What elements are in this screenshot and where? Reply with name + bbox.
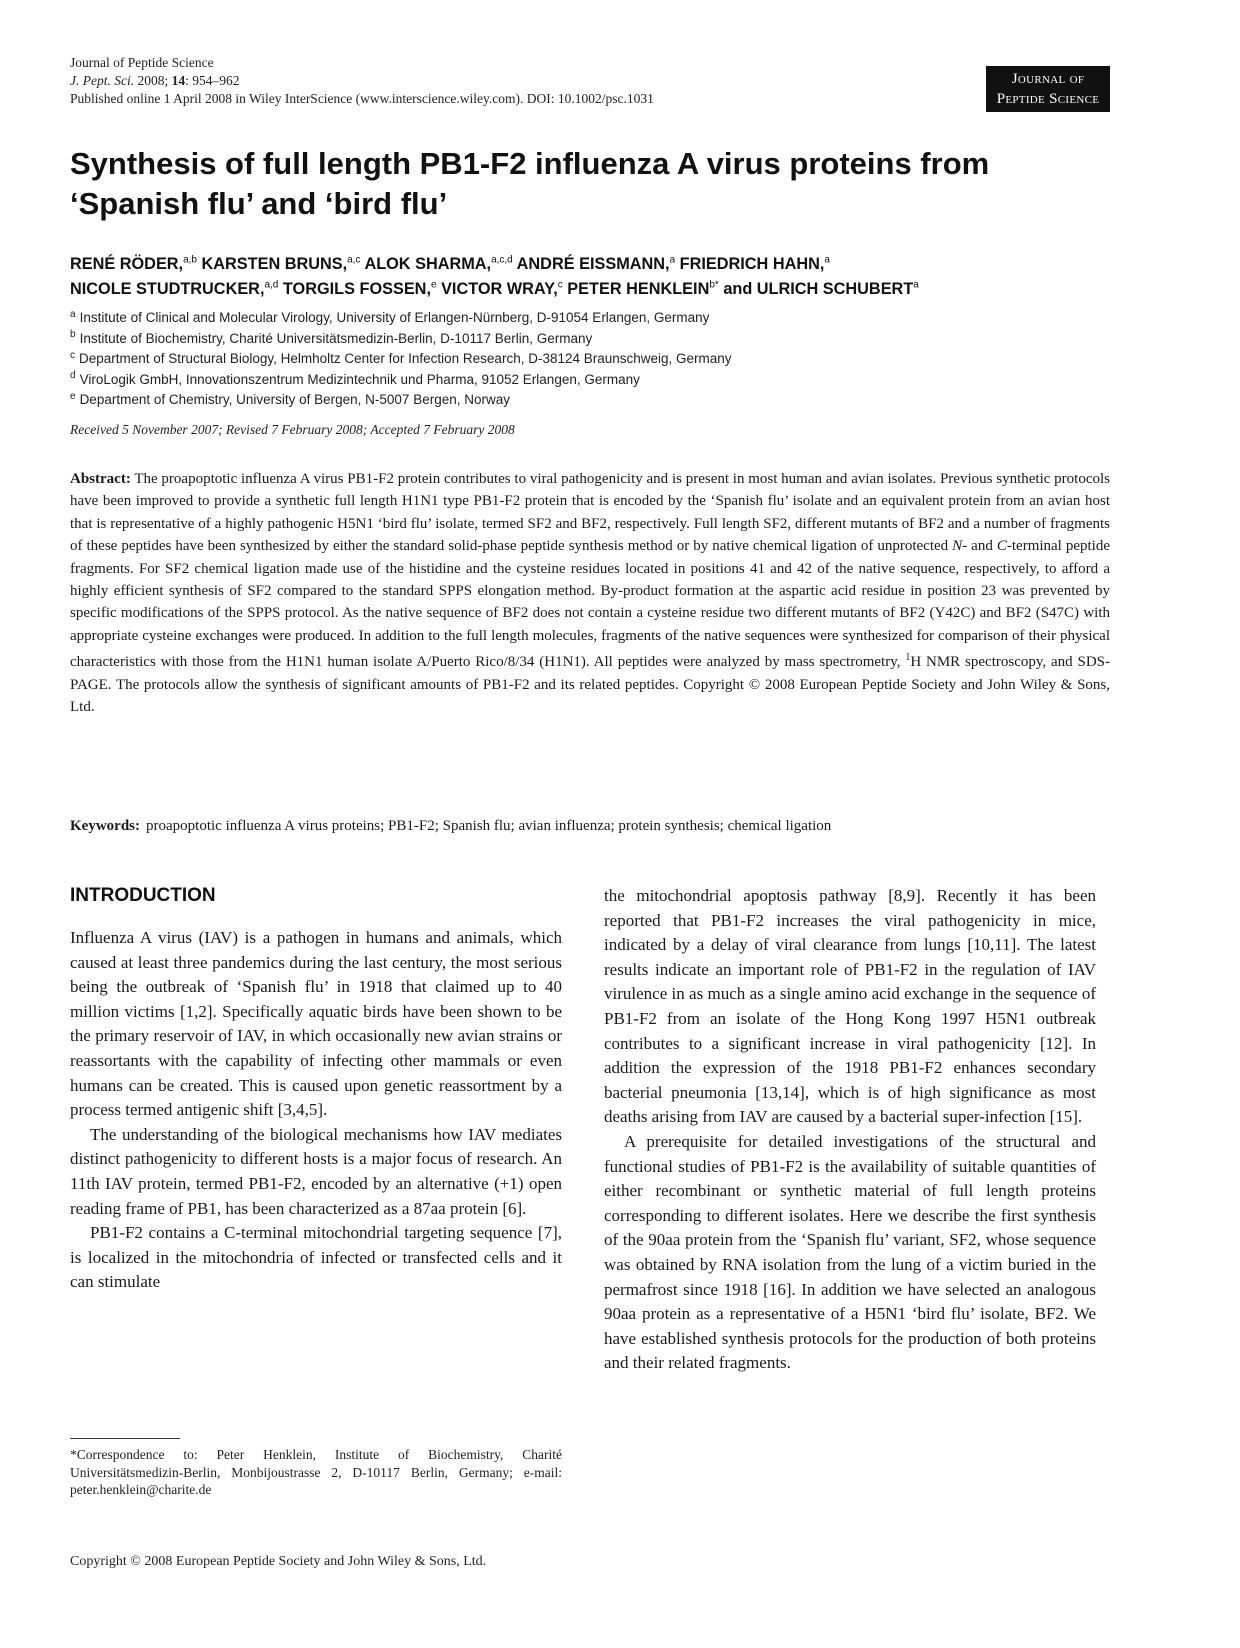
author: NICOLE STUDTRUCKER,$^{a,d}$ — [70, 279, 279, 298]
logo-line-2: Peptide Science — [996, 91, 1100, 107]
footnote-divider — [70, 1438, 180, 1439]
journal-name: Journal of Peptide Science — [70, 55, 214, 70]
author: PETER $HENKLEIN^{b*}$ — [567, 279, 719, 298]
affiliation: $^b$ Institute of Biochemistry, Charité Universitätsmedizin-Berlin, D-10117 Berlin, Germany — [70, 329, 593, 346]
keywords — [70, 816, 1130, 836]
journal-citation — [70, 72, 1110, 90]
left-column — [70, 884, 562, 1295]
correspondence-footnote: *Correspondence to: Peter Henklein, Institute of Biochemistry, Charité Universitätsmedizin-Berlin, Monbijoustrasse 2, D-10117 Berlin, Germany; e-mail: peter.henklein@charite.de — [70, 1447, 562, 1497]
author: and ULRICH SCHUBERT$^a$ — [723, 279, 919, 298]
right-column — [604, 884, 1096, 1376]
paragraph: the mitochondrial apoptosis pathway [8,9]. Recently it has been reported that PB1-F2 increases the viral pathogenicity in mice, indicated by a delay of viral clearance from lungs [10,11]. The latest results indicate an important role of PB1-F2 in the regulation of IAV virulence in as much as a single amino acid exchange in the sequence of PB1-F2 from an isolate of the Hong Kong 1997 H5N1 outbreak contributes to a significant increase in viral pathogenicity [12]. In addition the expression of the 1918 PB1-F2 enhances secondary bacterial pneumonia [13,14], which is of high significance as most deaths arising from IAV are caused by a bacterial super-infection [15]. — [604, 886, 1096, 1127]
logo-line-1: Journal of — [1011, 71, 1085, 87]
publication-info: Published online 1 April 2008 in Wiley InterScience (www.interscience.wiley.com). DOI: 10.1002/psc.1031 — [70, 91, 654, 106]
author: RENÉ RÖDER,$^{a,b}$ — [70, 254, 197, 273]
journal-logo — [986, 66, 1110, 112]
citation-year: 2008; — [134, 73, 172, 88]
abstract: Abstract: The proapoptotic influenza A virus PB1-F2 protein contributes to viral pathogenicity and is present in most human and avian isolates. Previous synthetic protocols have been improved to provide a synthetic full length H1N1 type PB1-F2 protein that is encoded by the ‘Spanish flu’ isolate and an equivalent protein from an avian host that is representative of a highly pathogenic H5N1 ‘bird flu’ isolate, termed SF2 and BF2, respectively. Full length SF2, different mutants of BF2 and a number of fragments of these peptides have been synthesized by either the standard solid-phase peptide synthesis method or by native chemical ligation of unprotected N- and C-terminal peptide fragments. For SF2 chemical ligation made use of the histidine and the cysteine residues located in positions 41 and 42 of the native sequence, respectively, to afford a highly efficient synthesis of SF2 compared to the standard SPPS elongation method. By-product formation at the aspartic acid residue in position 23 was prevented by specific modifications of the SPPS protocol. As the native sequence of BF2 does not contain a cysteine residue two different mutants of BF2 (Y42C) and BF2 (S47C) with appropriate cysteine exchanges were produced. In addition to the full length molecules, fragments of the native sequences were synthesized for comparison of their physical characteristics with those from the H1N1 human isolate A/Puerto Rico/8/34 (H1N1). All peptides were analyzed by mass spectrometry, $^1$H NMR spectroscopy, and SDS-PAGE. The protocols allow the synthesis of significant amounts of PB1-F2 and its related peptides. Copyright © 2008 European Peptide Society and John Wiley & Sons, Ltd. — [70, 471, 1111, 716]
author: ALOK SHARMA,$^{a,c,d}$ — [364, 254, 513, 273]
abstract-label: Abstract: — [70, 471, 131, 487]
paragraph: PB1-F2 contains a C-terminal mitochondrial targeting sequence [7], is localized in the mitochondria of infected or transfected cells and it can stimulate — [70, 1223, 562, 1292]
keywords-label: Keywords: — [70, 818, 140, 834]
journal-header — [70, 54, 1110, 108]
affiliation: $^d$ ViroLogik GmbH, Innovationszentrum Medizintechnik und Pharma, 91052 Erlangen, Germany — [70, 370, 640, 387]
citation-volume: 14 — [171, 73, 186, 88]
author: FRIEDRICH HAHN,$^a$ — [679, 254, 830, 273]
page-copyright: Copyright © 2008 European Peptide Society and John Wiley & Sons, Ltd. — [70, 1554, 487, 1569]
affiliation: $^a$ Institute of Clinical and Molecular Virology, University of Erlangen-Nürnberg, D-91054 Erlangen, Germany — [70, 308, 710, 325]
author: KARSTEN BRUNS,$^{a,c}$ — [201, 254, 361, 273]
section-heading-introduction: INTRODUCTION — [70, 885, 216, 906]
author: VICTOR WRAY,$^c$ — [441, 279, 563, 298]
paper-title: Synthesis of full length PB1-F2 influenza A virus proteins from ‘Spanish flu’ and ‘bird flu’ — [70, 146, 990, 221]
paragraph: Influenza A virus (IAV) is a pathogen in humans and animals, which caused at least three pandemics during the last century, the most serious being the outbreak of ‘Spanish flu’ in 1918 that claimed up to 40 million victims [1,2]. Specifically aquatic birds have been shown to be the primary reservoir of IAV, in which occasionally new avian strains or reassortants with the capability of infecting other mammals or even humans can be created. This is caused upon genetic reassortment by a process termed antigenic shift [3,4,5]. — [70, 928, 562, 1120]
affiliation: $^e$ Department of Chemistry, University of Bergen, N-5007 Bergen, Norway — [70, 390, 510, 407]
keywords-text: proapoptotic influenza A virus proteins; PB1-F2; Spanish flu; avian influenza; protein synthesis; chemical ligation — [146, 818, 832, 834]
author-list — [70, 252, 1130, 302]
affiliation: $^c$ Department of Structural Biology, Helmholtz Center for Infection Research, D-38124 Braunschweig, Germany — [70, 349, 732, 366]
citation-pages: : 954–962 — [185, 73, 240, 88]
paragraph: The understanding of the biological mechanisms how IAV mediates distinct pathogenicity to different hosts is a major focus of research. An 11th IAV protein, termed PB1-F2, encoded by an alternative (+1) open reading frame of PB1, has been characterized as a 87aa protein [6]. — [70, 1124, 562, 1218]
paragraph: A prerequisite for detailed investigations of the structural and functional studies of PB1-F2 is the availability of suitable quantities of either recombinant or synthetic material of full length proteins corresponding to different isolates. Here we describe the first synthesis of the 90aa protein from the ‘Spanish flu’ variant, SF2, whose sequence was obtained by RNA isolation from the lung of a victim buried in the permafrost since 1918 [16]. In addition we have selected an analogous 90aa protein as a representative of a H5N1 ‘bird flu’ isolate, BF2. We have established synthesis protocols for the production of both proteins and their related fragments. — [604, 1131, 1096, 1373]
received-dates: Received 5 November 2007; Revised 7 February 2008; Accepted 7 February 2008 — [70, 422, 515, 437]
author: TORGILS FOSSEN,$^e$ — [282, 279, 437, 298]
affiliations — [70, 308, 1110, 411]
citation-abbrev: J. Pept. Sci. — [70, 73, 135, 88]
author: ANDRÉ EISSMANN,$^a$ — [516, 254, 676, 273]
